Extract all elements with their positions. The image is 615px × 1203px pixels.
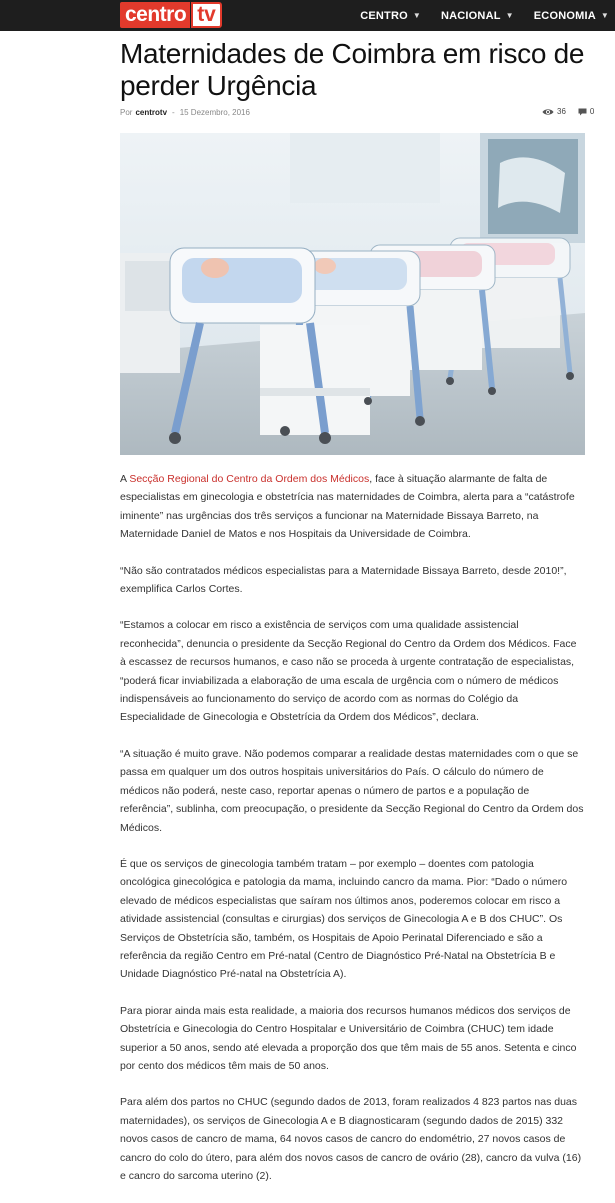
nav-item-nacional[interactable] [441,10,514,22]
nav-item-label: NACIONAL [440,9,501,22]
ordem-medicos-link[interactable]: Secção Regional do Centro da Ordem dos Médicos [129,473,370,485]
nursery-bassinets-illustration [120,133,585,455]
chevron-down-icon: ▼ [600,11,609,20]
comments-count[interactable] [578,107,594,116]
eye-icon [542,108,554,116]
author-link[interactable]: centrotv [135,108,168,117]
meta-separator: - [172,108,175,117]
paragraph-6: Para piorar ainda mais esta realidade, a maioria dos recursos humanos médicos dos serviços de Obstetrícia e Ginecologia do Centro Hospitalar e Universitário de Coimbra (CHUC) tem idade superior a 50 anos, sendo até elevada a proporção dos que têm mais de 55 anos. Setenta e cinco por cento dos médicos têm mais de 50 anos. [120,1004,577,1072]
logo-centro-text: centro [120,2,190,28]
paragraph-3: “Estamos a colocar em risco a existência de serviços com uma qualidade assistencial reconhecida”, denuncia o presidente da Secção Regional do Centro da Ordem dos Médicos. Face à escassez de recursos humanos, e caso não se proceda à urgente contratação de especialistas, “poderá ficar inviabilizada a elaboração de uma escala de urgência com o número de médicos indispensáveis ao funcionamento do serviço de acordo com as normas do Colégio da Especialidade de Ginecologia e Obstetrícia da Ordem dos Médicos”, declara. [120,619,577,724]
paragraph-1-rest: , face à situação alarmante de falta de especialistas em ginecologia e obstetrícia nas maternidades de Coimbra, alerta para a “catástrofe iminente” nas urgências dos três serviços a funcionar na Maternidade Bissaya Barreto, na Maternidade Daniel de Matos e nos Hospitais da Universidade de Coimbra. [120,473,575,541]
nav-item-centro[interactable] [360,10,421,22]
views-count [542,107,566,116]
article-photo [120,133,585,455]
paragraph-1-prefix: A [120,473,130,485]
nav-item-label: CENTRO [360,9,408,22]
nav-item-economia[interactable] [534,10,609,22]
chevron-down-icon: ▼ [412,11,421,20]
comments-value: 0 [589,107,595,116]
site-logo[interactable] [120,2,222,28]
main-nav [340,0,615,31]
paragraph-5: É que os serviços de ginecologia também tratam – por exemplo – doentes com patologia oncológica ginecológica e patologia da mama, incluindo cancro da mama. Pior: “Dado o número elevado de médicos especialistas que saíram nos últimos anos, poderemos colocar em risco a atividade assistencial (consultas e cirurgias) dos serviços de Ginecologia A e B dos CHUC”. Os Serviços de Obstetrícia são, também, os Hospitais de Apoio Perinatal Diferenciado e são a referência da região Centro em Pré-natal (Centro de Diagnóstico Pré-Natal na Obstetrícia B e Unidade Diagnóstico Pré-natal na Obstetrícia A). [120,857,568,981]
article-title: Maternidades de Coimbra em risco de perder Urgência [120,38,585,101]
top-navigation-bar [0,0,615,31]
article-stats [530,107,594,116]
comment-icon [578,108,587,116]
paragraph-7: Para além dos partos no CHUC (segundo dados de 2013, foram realizados 4 823 partos nas duas maternidades), os serviços de Ginecologia A e B diagnosticaram (segundo dados de 2015) 332 novos casos de cancro de mama, 64 novos casos de cancro do endométrio, 27 novos casos de cancro do colo do útero, para além dos novos casos de cancro de ovário (28), cancro da vulva (16) e cancro do sarcoma uterino (2). [120,1096,582,1182]
logo-tv-text: tv [191,2,222,28]
paragraph-1 [120,470,585,544]
article-body [120,470,585,1203]
nav-item-label: ECONOMIA [533,9,596,22]
paragraph-4: “A situação é muito grave. Não podemos comparar a realidade destas maternidades com o que se passa em qualquer um dos outros hospitais universitários do País. O cálculo do número de médicos não poderá, neste caso, reportar apenas o número de partos e a população de referência”, sublinha, com preocupação, o presidente da Secção Regional do Centro da Ordem dos Médicos. [120,747,584,834]
article-meta [120,108,250,117]
paragraph-2: “Não são contratados médicos especialistas para a Maternidade Bissaya Barreto, desde 2010!”, exemplifica Carlos Cortes. [120,564,567,596]
meta-by-label: Por [120,108,133,117]
chevron-down-icon: ▼ [505,11,514,20]
article-date: 15 Dezembro, 2016 [179,108,250,117]
views-value: 36 [557,107,566,116]
